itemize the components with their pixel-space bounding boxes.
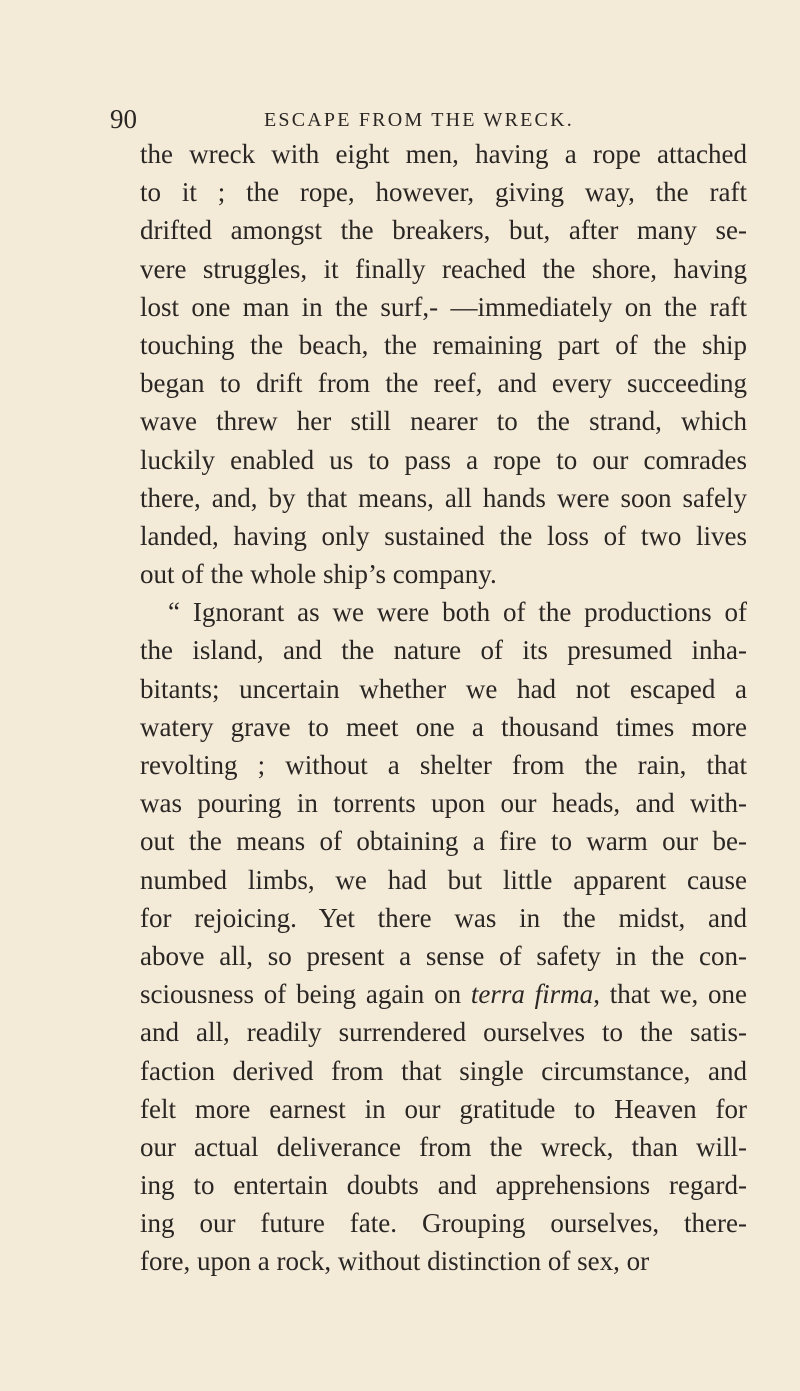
text-line: fore, upon a rock, without distinction of sex, or [140,1246,650,1277]
text-line: landed, having only sustained the loss of two lives [140,520,747,551]
text-line: lost one man in the surf,- —immediately on the raft [140,291,747,322]
text-line: vere struggles, it finally reached the shore, having [140,253,747,284]
body-text [140,135,747,1281]
text-line: wave threw her still nearer to the strand, which [140,406,747,437]
italic-phrase: terra firma [470,979,594,1010]
text-line: our actual deliverance from the wreck, than will- [140,1131,747,1162]
text-line-tail: , that we, one [593,979,748,1010]
text-line: watery grave to meet one a thousand times more [140,711,747,742]
text-line: revolting ; without a shelter from the rain, that [140,750,747,780]
text-line: numbed limbs, we had but little apparent cause [140,864,747,895]
text-line: and all, readily surrendered ourselves to the satis- [140,1017,747,1048]
running-head [0,104,800,138]
text-line: was pouring in torrents upon our heads, and with- [140,788,747,819]
text-line: the wreck with eight men, having a rope attached [140,139,747,169]
running-title: ESCAPE FROM THE WRECK. [264,109,574,131]
text-line: drifted amongst the breakers, but, after many se- [140,215,747,246]
text-line-head: sciousness of being again on [140,979,471,1010]
text-line: luckily enabled us to pass a rope to our comrades [140,444,747,475]
text-line: ing our future fate. Grouping ourselves, there- [140,1208,747,1239]
text-line: ing to entertain doubts and apprehensions regard- [140,1170,747,1201]
text-line-paragraph-start: “ Ignorant as we were both of the productions of [168,597,747,628]
text-line: for rejoicing. Yet there was in the midst, and [140,902,747,933]
text-line: felt more earnest in our gratitude to Heaven for [140,1093,747,1124]
text-line-with-italic [140,975,747,1013]
text-line: the island, and the nature of its presumed inha- [140,635,747,666]
text-line: to it ; the rope, however, giving way, the raft [140,177,747,208]
text-line: above all, so present a sense of safety in the con- [140,940,747,971]
page-number: 90 [110,104,137,134]
text-line-paragraph-end: out of the whole ship’s company. [140,559,497,590]
text-line: began to drift from the reef, and every succeeding [140,368,747,399]
text-line: faction derived from that single circumstance, and [140,1055,747,1086]
text-line: bitants; uncertain whether we had not escaped a [140,673,747,704]
text-line: touching the beach, the remaining part of the ship [140,329,747,360]
text-line: out the means of obtaining a fire to warm our be- [140,826,747,857]
text-line: there, and, by that means, all hands were soon safely [140,482,747,513]
